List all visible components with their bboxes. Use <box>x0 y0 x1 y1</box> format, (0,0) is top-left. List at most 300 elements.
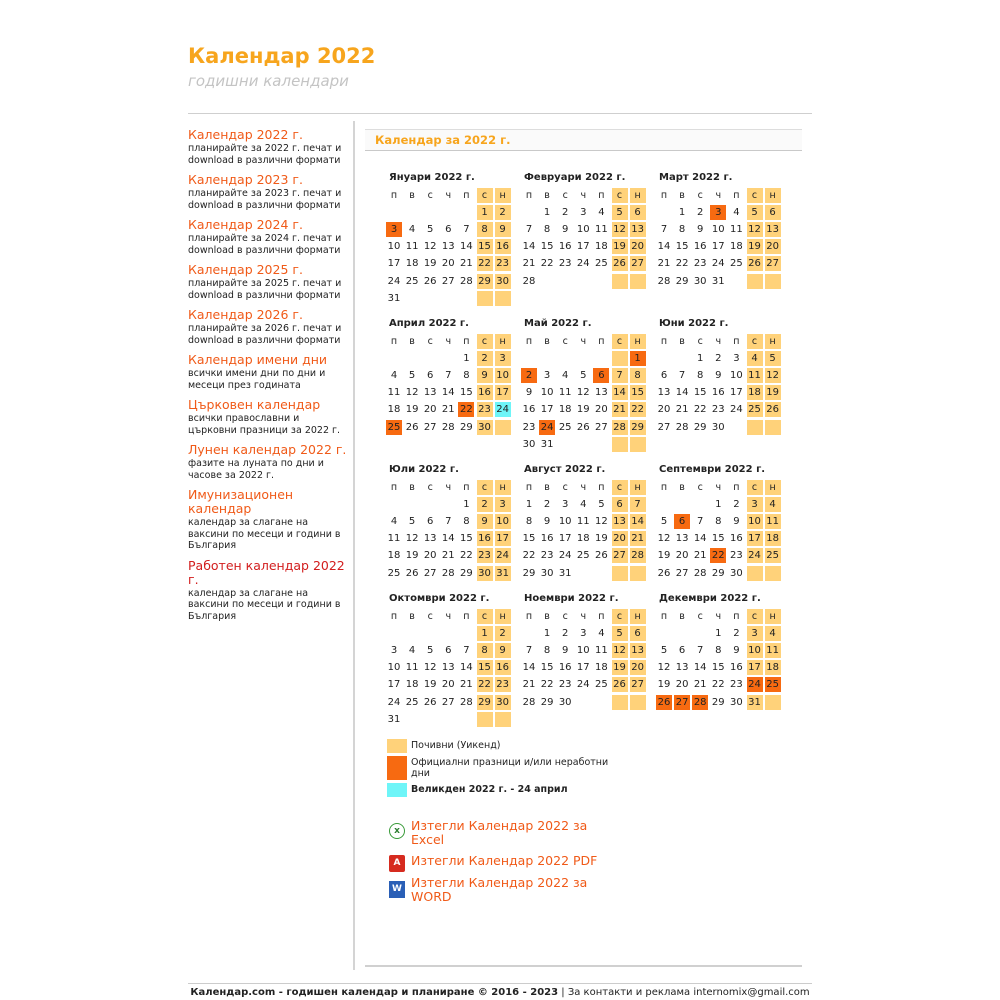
day-cell: 29 <box>675 275 689 287</box>
sidebar-link[interactable]: Календар 2023 г. <box>188 172 303 187</box>
day-cell: 10 <box>711 224 725 236</box>
sidebar-item-lunar-calendar[interactable] <box>188 443 348 481</box>
day-cell: 29 <box>631 421 644 433</box>
day-cell: 11 <box>387 387 401 399</box>
weekday-header: ч <box>445 336 452 347</box>
weekday-header: с <box>612 480 628 495</box>
weekday-header: ч <box>445 190 452 201</box>
sidebar-link[interactable]: Календар 2026 г. <box>188 307 303 322</box>
sidebar-link[interactable]: Лунен календар 2022 г. <box>188 442 347 457</box>
sidebar-item-calendar-2025[interactable] <box>188 263 348 301</box>
weekday-header: ч <box>715 336 722 347</box>
day-cell: 6 <box>445 645 452 657</box>
day-cell: 10 <box>496 516 509 528</box>
day-cell: 6 <box>427 370 434 382</box>
sidebar-desc: календар за слагане на ваксини по месеци и години в България <box>188 587 341 622</box>
month-title: Август 2022 г. <box>524 464 606 475</box>
day-cell: 31 <box>387 292 401 304</box>
weekday-header: п <box>660 611 668 622</box>
day-cell: 24 <box>496 550 509 562</box>
day-cell: 8 <box>678 224 686 236</box>
month-title: Май 2022 г. <box>524 318 592 329</box>
day-cell: 2 <box>477 351 493 366</box>
day-cell: 9 <box>495 222 511 237</box>
day-cell: 1 <box>715 628 722 640</box>
empty-weekend-cell <box>747 420 763 435</box>
day-cell: 6 <box>630 205 646 220</box>
day-cell: 20 <box>423 550 437 562</box>
day-cell: 5 <box>612 626 628 641</box>
day-cell: 26 <box>405 421 419 433</box>
sidebar-link[interactable]: Календар 2025 г. <box>188 262 303 277</box>
day-cell: 16 <box>522 404 536 416</box>
day-cell: 15 <box>711 533 725 545</box>
day-cell: 2 <box>562 207 569 219</box>
day-cell: 4 <box>562 370 569 382</box>
day-cell: 31 <box>711 275 725 287</box>
day-cell: 26 <box>576 421 590 433</box>
day-cell: 2 <box>521 368 537 383</box>
day-cell: 24 <box>576 679 590 691</box>
day-cell: 23 <box>522 421 536 433</box>
day-cell: 16 <box>730 662 743 674</box>
day-cell: 28 <box>460 696 473 708</box>
day-cell: 1 <box>477 205 493 220</box>
day-cell: 7 <box>630 497 646 512</box>
empty-weekend-cell <box>495 712 511 727</box>
day-cell: 27 <box>613 550 626 562</box>
month-title: Септември 2022 г. <box>659 464 766 475</box>
day-cell: 16 <box>558 662 572 674</box>
day-cell: 7 <box>445 516 452 528</box>
weekday-header: п <box>463 336 470 347</box>
empty-weekend-cell <box>765 420 781 435</box>
weekday-header: н <box>765 334 781 349</box>
day-cell: 22 <box>711 550 725 562</box>
day-cell: 22 <box>478 679 491 691</box>
sidebar-item-church-calendar[interactable] <box>188 398 348 436</box>
weekday-header: п <box>598 611 605 622</box>
sidebar-link[interactable]: Работен календар 2022 г. <box>188 557 345 587</box>
day-cell: 4 <box>598 207 605 219</box>
sidebar-item-immunization-calendar[interactable] <box>188 488 348 552</box>
footer-copyright: Календар.com - годишен календар и планиране © 2016 - 2023 <box>190 987 559 998</box>
day-cell: 17 <box>576 662 590 674</box>
weekday-header: с <box>477 334 493 349</box>
day-cell: 9 <box>562 645 569 657</box>
day-cell: 29 <box>460 567 473 579</box>
download-excel-label[interactable]: Изтегли Календар 2022 за Excel <box>411 818 588 847</box>
day-cell: 20 <box>441 258 455 270</box>
day-cell: 21 <box>693 679 707 691</box>
day-cell: 28 <box>631 550 644 562</box>
day-cell: 17 <box>711 241 725 253</box>
weekday-header: н <box>765 480 781 495</box>
day-cell: 11 <box>558 387 572 399</box>
day-cell: 24 <box>387 696 401 708</box>
sidebar-link[interactable]: Календар имени дни <box>188 352 328 367</box>
sidebar-desc: всички имени дни по дни и месеци през годината <box>188 368 326 391</box>
day-cell: 2 <box>733 499 740 511</box>
weekday-header: п <box>390 611 398 622</box>
day-cell: 13 <box>613 516 626 528</box>
day-cell: 22 <box>540 679 554 691</box>
day-cell: 4 <box>390 370 398 382</box>
empty-weekend-cell <box>630 437 646 452</box>
day-cell: 11 <box>576 516 590 528</box>
weekday-header: п <box>598 336 605 347</box>
sidebar-item-name-days[interactable] <box>188 353 348 391</box>
day-cell: 31 <box>540 438 554 450</box>
sidebar-item-work-calendar[interactable] <box>188 559 348 623</box>
weekday-header: в <box>679 190 685 201</box>
day-cell: 18 <box>576 533 590 545</box>
weekday-header: с <box>697 482 703 493</box>
day-cell: 27 <box>657 421 671 433</box>
day-cell: 25 <box>766 550 779 562</box>
weekday-header: п <box>390 190 398 201</box>
weekday-header: с <box>427 336 433 347</box>
day-cell: 27 <box>441 696 455 708</box>
day-cell: 15 <box>540 241 554 253</box>
sidebar-item-calendar-2023[interactable] <box>188 173 348 211</box>
empty-weekend-cell <box>612 274 628 289</box>
day-cell: 19 <box>595 533 608 545</box>
day-cell: 23 <box>478 404 491 416</box>
day-cell: 26 <box>766 404 779 416</box>
weekday-header: с <box>747 609 763 624</box>
download-word-link[interactable] <box>389 876 619 906</box>
day-cell: 19 <box>423 258 437 270</box>
day-cell: 9 <box>495 643 511 658</box>
day-cell: 3 <box>710 205 726 220</box>
month-title: Октомври 2022 г. <box>389 593 490 604</box>
day-cell: 18 <box>387 550 401 562</box>
day-cell: 5 <box>408 370 416 382</box>
day-cell: 12 <box>595 516 608 528</box>
day-cell: 14 <box>460 241 473 253</box>
sidebar-desc: всички православни и църковни празници за 2022 г. <box>188 413 341 436</box>
weekday-header: ч <box>580 190 587 201</box>
bottom-divider <box>365 965 802 967</box>
day-cell: 9 <box>477 514 493 529</box>
weekday-header: ч <box>580 611 587 622</box>
day-cell: 24 <box>711 258 725 270</box>
legend-weekend-swatch <box>387 739 407 753</box>
weekday-header: н <box>630 480 646 495</box>
day-cell: 19 <box>766 387 779 399</box>
day-cell: 30 <box>558 696 572 708</box>
day-cell: 5 <box>427 645 434 657</box>
month-title: Април 2022 г. <box>389 318 469 329</box>
calendar-heading: Календар за 2022 г. <box>375 133 511 147</box>
day-cell: 26 <box>423 275 437 287</box>
day-cell: 7 <box>525 645 533 657</box>
day-cell: 4 <box>390 516 398 528</box>
weekday-header: ч <box>715 190 722 201</box>
day-cell: 4 <box>598 628 605 640</box>
site-title: Календар 2022 <box>188 44 376 68</box>
day-cell: 20 <box>657 404 671 416</box>
month-title: Февруари 2022 г. <box>524 172 626 183</box>
weekday-header: ч <box>445 611 452 622</box>
day-cell: 30 <box>522 438 536 450</box>
empty-weekend-cell <box>747 274 763 289</box>
weekday-header: в <box>544 190 550 201</box>
footer-contacts[interactable]: | За контакти и реклама internomix@gmail.com <box>561 987 810 998</box>
empty-weekend-cell <box>612 695 628 710</box>
day-cell: 25 <box>766 679 779 691</box>
day-cell: 21 <box>460 679 473 691</box>
day-cell: 20 <box>766 241 779 253</box>
day-cell: 25 <box>595 679 608 691</box>
day-cell: 3 <box>747 497 763 512</box>
weekday-header: с <box>477 188 493 203</box>
day-cell: 29 <box>693 421 707 433</box>
day-cell: 21 <box>657 258 671 270</box>
day-cell: 10 <box>576 224 590 236</box>
day-cell: 11 <box>387 533 401 545</box>
day-cell: 19 <box>657 550 671 562</box>
day-cell: 8 <box>715 516 722 528</box>
day-cell: 11 <box>766 516 779 528</box>
weekday-header: п <box>463 482 470 493</box>
day-cell: 21 <box>522 679 536 691</box>
download-pdf-link[interactable] <box>389 854 619 872</box>
day-cell: 24 <box>540 421 554 433</box>
day-cell: 10 <box>730 370 743 382</box>
weekday-header: в <box>409 482 415 493</box>
weekday-header: п <box>525 190 533 201</box>
day-cell: 1 <box>463 353 470 365</box>
day-cell: 18 <box>595 241 608 253</box>
day-cell: 8 <box>630 368 646 383</box>
day-cell: 15 <box>478 241 491 253</box>
day-cell: 3 <box>580 207 587 219</box>
day-cell: 8 <box>477 643 493 658</box>
weekday-header: н <box>630 334 646 349</box>
day-cell: 20 <box>423 404 437 416</box>
weekday-header: с <box>562 482 568 493</box>
day-cell: 22 <box>631 404 644 416</box>
month-title: Март 2022 г. <box>659 172 733 183</box>
day-cell: 15 <box>711 662 725 674</box>
weekday-header: п <box>463 190 470 201</box>
day-cell: 16 <box>711 387 725 399</box>
day-cell: 3 <box>562 499 569 511</box>
empty-weekend-cell <box>630 695 646 710</box>
day-cell: 9 <box>733 645 740 657</box>
day-cell: 3 <box>747 626 763 641</box>
day-cell: 27 <box>441 275 455 287</box>
day-cell: 3 <box>390 645 398 657</box>
day-cell: 6 <box>660 370 668 382</box>
footer <box>0 987 1000 998</box>
weekday-header: в <box>409 611 415 622</box>
day-cell: 19 <box>405 404 419 416</box>
empty-weekend-cell <box>765 566 781 581</box>
day-cell: 5 <box>660 645 668 657</box>
legend-weekend-label: Почивни (Уикенд) <box>411 740 501 751</box>
sidebar-link[interactable]: Календар 2022 г. <box>188 127 303 142</box>
day-cell: 28 <box>522 696 536 708</box>
day-cell: 1 <box>697 353 704 365</box>
empty-weekend-cell <box>612 351 628 366</box>
day-cell: 18 <box>558 404 572 416</box>
day-cell: 17 <box>748 533 761 545</box>
download-excel-link[interactable] <box>389 819 619 849</box>
day-cell: 29 <box>478 696 491 708</box>
day-cell: 13 <box>675 533 689 545</box>
sidebar-item-calendar-2024[interactable] <box>188 218 348 256</box>
sidebar-desc: фазите на луната по дни и часове за 2022 г. <box>188 458 324 481</box>
empty-weekend-cell <box>765 274 781 289</box>
excel-icon: x <box>389 823 405 839</box>
day-cell: 1 <box>715 499 722 511</box>
day-cell: 2 <box>495 205 511 220</box>
day-cell: 8 <box>463 516 470 528</box>
day-cell: 17 <box>748 662 761 674</box>
day-cell: 12 <box>576 387 590 399</box>
weekday-header: п <box>598 190 605 201</box>
day-cell: 6 <box>678 645 686 657</box>
weekday-header: н <box>495 609 511 624</box>
day-cell: 9 <box>562 224 569 236</box>
day-cell: 13 <box>631 224 644 236</box>
day-cell: 12 <box>766 370 779 382</box>
weekday-header: п <box>733 336 740 347</box>
weekday-header: ч <box>580 336 587 347</box>
day-cell: 15 <box>540 662 554 674</box>
day-cell: 31 <box>387 713 401 725</box>
sidebar-link[interactable]: Календар 2024 г. <box>188 217 303 232</box>
day-cell: 30 <box>730 696 743 708</box>
day-cell: 1 <box>463 499 470 511</box>
day-cell: 18 <box>405 258 419 270</box>
day-cell: 19 <box>657 679 671 691</box>
weekday-header: н <box>765 609 781 624</box>
day-cell: 11 <box>595 645 608 657</box>
day-cell: 6 <box>445 224 452 236</box>
day-cell: 17 <box>496 387 509 399</box>
day-cell: 18 <box>387 404 401 416</box>
day-cell: 17 <box>558 533 572 545</box>
empty-weekend-cell <box>612 566 628 581</box>
weekday-header: п <box>390 482 398 493</box>
day-cell: 15 <box>478 662 491 674</box>
weekday-header: п <box>733 611 740 622</box>
day-cell: 7 <box>463 645 470 657</box>
day-cell: 30 <box>478 421 491 433</box>
sidebar-item-calendar-2026[interactable] <box>188 308 348 346</box>
day-cell: 12 <box>405 533 419 545</box>
day-cell: 12 <box>405 387 419 399</box>
day-cell: 24 <box>387 275 401 287</box>
day-cell: 20 <box>595 404 608 416</box>
day-cell: 10 <box>576 645 590 657</box>
day-cell: 14 <box>460 662 473 674</box>
sidebar-link[interactable]: Имунизационен календар <box>188 487 294 516</box>
day-cell: 8 <box>525 516 533 528</box>
day-cell: 12 <box>613 224 626 236</box>
day-cell: 28 <box>675 421 689 433</box>
day-cell: 30 <box>711 421 725 433</box>
day-cell: 8 <box>477 222 493 237</box>
empty-weekend-cell <box>630 566 646 581</box>
day-cell: 23 <box>558 258 572 270</box>
sidebar <box>188 128 348 629</box>
download-pdf-label[interactable]: Изтегли Календар 2022 PDF <box>411 853 598 868</box>
day-cell: 4 <box>408 645 416 657</box>
day-cell: 26 <box>657 567 671 579</box>
day-cell: 23 <box>730 679 743 691</box>
day-cell: 7 <box>697 645 704 657</box>
sidebar-link[interactable]: Църковен календар <box>188 397 321 412</box>
weekday-header: п <box>525 611 533 622</box>
weekday-header: ч <box>580 482 587 493</box>
download-word-label[interactable]: Изтегли Календар 2022 за WORD <box>411 875 588 904</box>
day-cell: 16 <box>478 387 491 399</box>
day-cell: 3 <box>495 497 511 512</box>
day-cell: 7 <box>445 370 452 382</box>
month-title: Юли 2022 г. <box>389 464 459 475</box>
weekday-header: в <box>409 190 415 201</box>
day-cell: 24 <box>748 679 761 691</box>
weekday-header: п <box>390 336 398 347</box>
day-cell: 22 <box>693 404 707 416</box>
day-cell: 31 <box>496 567 509 579</box>
day-cell: 25 <box>558 421 572 433</box>
sidebar-item-calendar-2022[interactable] <box>188 128 348 166</box>
day-cell: 21 <box>631 533 644 545</box>
day-cell: 17 <box>730 387 743 399</box>
day-cell: 1 <box>525 499 533 511</box>
day-cell: 28 <box>657 275 671 287</box>
empty-weekend-cell <box>747 566 763 581</box>
empty-weekend-cell <box>477 291 493 306</box>
day-cell: 21 <box>675 404 689 416</box>
day-cell: 25 <box>387 421 401 433</box>
day-cell: 11 <box>405 241 419 253</box>
month-title: Юни 2022 г. <box>659 318 729 329</box>
day-cell: 26 <box>657 696 671 708</box>
day-cell: 7 <box>612 368 628 383</box>
day-cell: 25 <box>576 550 590 562</box>
day-cell: 3 <box>386 222 402 237</box>
sidebar-desc: планирайте за 2023 г. печат и download в различни формати <box>188 188 342 211</box>
day-cell: 20 <box>441 679 455 691</box>
day-cell: 14 <box>693 662 707 674</box>
day-cell: 27 <box>631 258 644 270</box>
day-cell: 14 <box>441 387 455 399</box>
day-cell: 21 <box>693 550 707 562</box>
pdf-icon: A <box>389 855 405 872</box>
day-cell: 15 <box>631 387 644 399</box>
day-cell: 27 <box>675 696 689 708</box>
day-cell: 29 <box>460 421 473 433</box>
day-cell: 23 <box>711 404 725 416</box>
day-cell: 22 <box>478 258 491 270</box>
day-cell: 11 <box>405 662 419 674</box>
day-cell: 16 <box>496 241 509 253</box>
weekday-header: с <box>477 609 493 624</box>
day-cell: 28 <box>441 567 455 579</box>
day-cell: 12 <box>423 241 437 253</box>
day-cell: 5 <box>427 224 434 236</box>
day-cell: 4 <box>733 207 740 219</box>
day-cell: 7 <box>678 370 686 382</box>
day-cell: 24 <box>558 550 572 562</box>
